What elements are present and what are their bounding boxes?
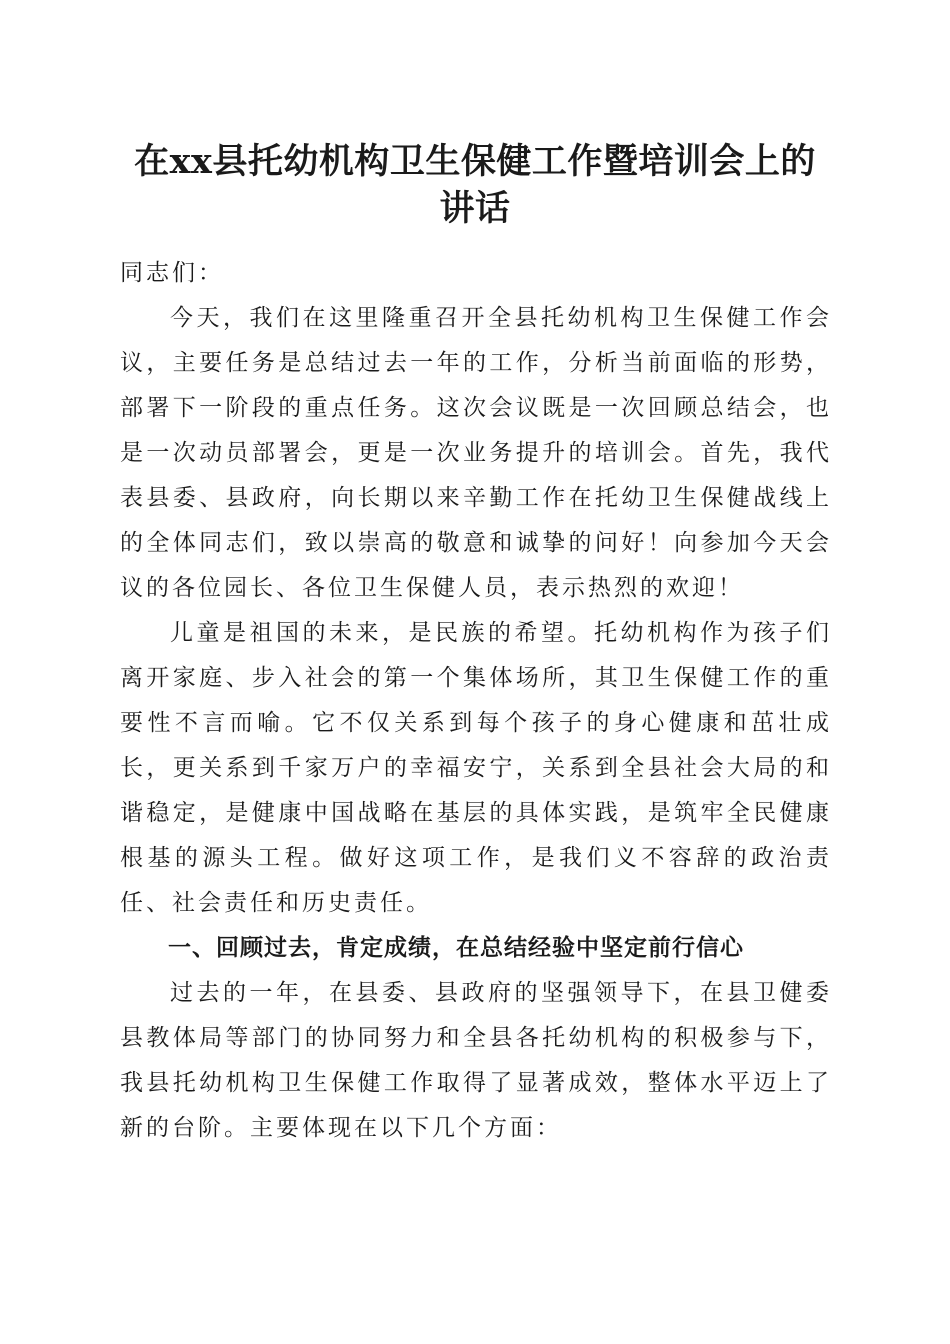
section-heading: 一、回顾过去，肯定成绩，在总结经验中坚定前行信心 <box>168 935 744 961</box>
paragraph-opening: 今天，我们在这里隆重召开全县托幼机构卫生保健工作会议，主要任务是总结过去一年的工作，分析当前面临的形势，部署下一阶段的重点任务。这次会议既是一次回顾总结会，也是一次动员部署会，更是一次业务提升的培训会。首先，我代表县委、县政府，向长期以来辛勤工作在托幼卫生保健战线上的全体同志们，致以崇高的敬意和诚挚的问好！向参加今天会议的各位园长、各位卫生保健人员，表示热烈的欢迎！ <box>120 305 832 601</box>
title-line-1: 在xx县托幼机构卫生保健工作暨培训会上的 <box>134 141 816 182</box>
document-body <box>120 251 832 1151</box>
salutation: 同志们： <box>120 260 224 286</box>
document-title <box>100 138 850 232</box>
paragraph-children: 儿童是祖国的未来，是民族的希望。托幼机构作为孩子们离开家庭、步入社会的第一个集体场所，其卫生保健工作的重要性不言而喻。它不仅关系到每个孩子的身心健康和茁壮成长，更关系到千家万户的幸福安宁，关系到全县社会大局的和谐稳定，是健康中国战略在基层的具体实践，是筑牢全民健康根基的源头工程。做好这项工作，是我们义不容辞的政治责任、社会责任和历史责任。 <box>120 620 832 916</box>
paragraph-review: 过去的一年，在县委、县政府的坚强领导下，在县卫健委县教体局等部门的协同努力和全县各托幼机构的积极参与下，我县托幼机构卫生保健工作取得了显著成效，整体水平迈上了新的台阶。主要体现在以下几个方面： <box>120 980 832 1141</box>
title-line-2: 讲话 <box>439 188 511 229</box>
